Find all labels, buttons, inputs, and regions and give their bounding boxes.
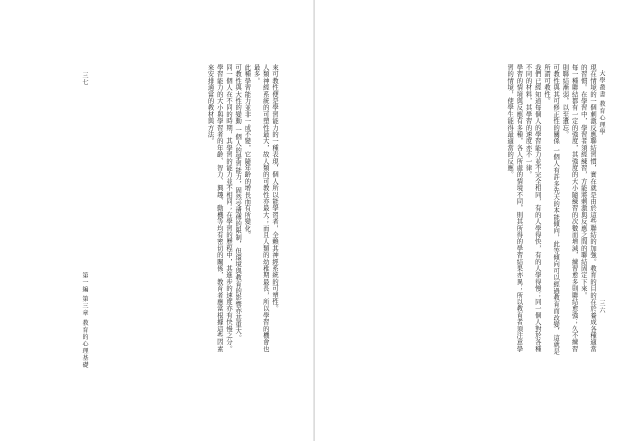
right-page xyxy=(315,0,630,441)
running-header: 大學叢書 教育心理學 xyxy=(598,70,605,136)
running-footer: 第一編 第三章 教育的心理基礎 xyxy=(81,272,88,369)
left-page-body: 來可教性便是學習能力的一種表現，個人所以能學習者，全賴其神經系統的可塑性。 人類神經系統的可塑性最大，故人類的可教性亦最大；而且人類的幼稚期最長，所以學習的機會也最多。 此種學習能力並非一成不變，它隨年齡的增長而有所變化。 可教性與大性的變動 一個人的學習能力，固然受遺傳的限制，但環境與教育的影響亦甚重大。 同一個人在不同的時期，其學習的能力並不相同；在學習的歷程中，其進步的速度亦有快慢之分。 學習能力的大小與學習者的年齡、智力、興趣、動機等均有密切的關係，教育者應當根據這些因素來安排適當的教材與方法。 xyxy=(206,64,278,353)
page-number: 三七 xyxy=(81,72,88,86)
right-page-body: 現在情境的一個刺激反應聯結習慣，實在就是由於這些聯結的加強。教育的目的在於養成各種適當的習慣。在學習中，學習者須經練習，方能將刺激與反應之間的聯結固定下來。 每一種聯結都有一定的強度，其強度的大小隨練習的次數而增減，練習愈多則聯結愈強；久不練習則聯結漸弱，以至遺忘。 可教性與其可修正性的關係 一個人有許多先天的本能傾向，此等傾向可以經過教育而改變，這就是所謂可教性。 我們已經知道每個人的學習能力並不完全相同，有的人學得快，有的人學得慢；同一個人對於各種不同的材料，其學習的速度亦不一律。 學習的情境與反應有多種，各人所處的情境不同，則其所得的學習結果亦異；所以教育者須注意學習的情境，使學生能得最適當的反應。 xyxy=(506,64,596,355)
page-number: 三六 xyxy=(598,300,605,314)
